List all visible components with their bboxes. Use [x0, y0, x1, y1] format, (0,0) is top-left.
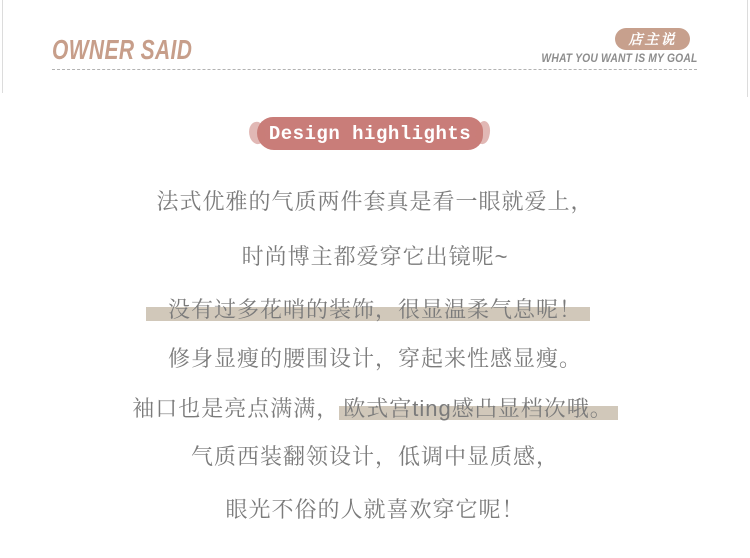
text-line: 眼光不俗的人就喜欢穿它呢！ — [225, 497, 525, 522]
text-line: 法式优雅的气质两件套真是看一眼就爱上， — [156, 189, 594, 214]
owner-badge — [615, 28, 690, 50]
text-line: 气质西装翻领设计，低调中显质感， — [190, 444, 559, 469]
text-plain: 袖口也是亮点满满， — [132, 396, 340, 421]
owner-badge-label: 店主说 — [628, 31, 677, 47]
text-line — [0, 394, 750, 424]
left-edge-rule — [2, 0, 3, 93]
header-tagline: WHAT YOU WANT IS MY GOAL — [540, 51, 697, 65]
design-highlights-banner — [257, 117, 483, 150]
section-title: OWNER SAID — [52, 34, 193, 65]
highlighted-text: 欧式宫ting感凸显档次哦。 — [339, 396, 617, 421]
text-line: 时尚博主都爱穿它出镜呢~ — [241, 244, 509, 269]
highlighted-text: 没有过多花哨的装饰，很显温柔气息呢！ — [146, 297, 590, 322]
text-line — [0, 295, 750, 325]
dashed-divider — [52, 69, 697, 70]
banner-label: Design highlights — [268, 122, 472, 145]
right-edge-rule — [747, 0, 748, 97]
text-line: 修身显瘦的腰围设计，穿起来性感显瘦。 — [167, 346, 582, 371]
